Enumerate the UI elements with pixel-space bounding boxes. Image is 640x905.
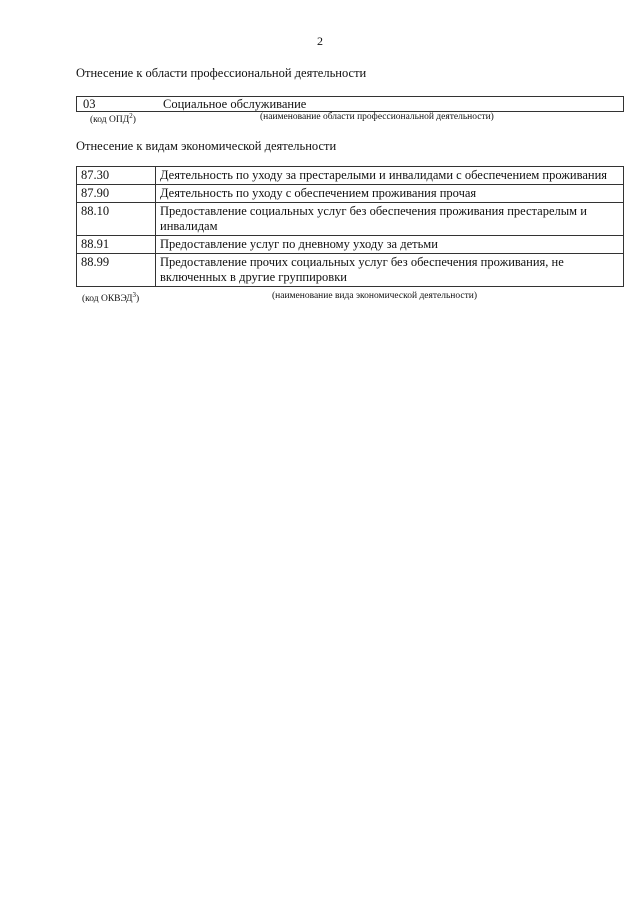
okved-code-caption: (код ОКВЭД$^3$) — [82, 291, 140, 305]
okved-name: Деятельность по уходу с обеспечением проживания прочая — [156, 185, 624, 203]
opd-table — [76, 96, 624, 112]
table-row — [77, 236, 624, 254]
page-number: 2 — [317, 34, 323, 48]
table-row — [77, 254, 624, 287]
opd-code-caption: (код ОПД$^2$) — [90, 112, 136, 126]
table-row — [77, 185, 624, 203]
table-row — [77, 167, 624, 185]
table-row — [77, 97, 624, 112]
okved-name: Предоставление социальных услуг без обеспечения проживания престарелым и инвалидам — [156, 203, 624, 236]
okved-name-caption: (наименование вида экономической деятельности) — [272, 291, 477, 301]
opd-code: 03 — [77, 97, 158, 112]
okved-name: Деятельность по уходу за престарелыми и инвалидами с обеспечением проживания — [156, 167, 624, 185]
okved-code: 88.10 — [77, 203, 156, 236]
okved-code: 87.30 — [77, 167, 156, 185]
table-row — [77, 203, 624, 236]
okved-code: 87.90 — [77, 185, 156, 203]
okved-heading: Отнесение к видам экономической деятельности — [76, 139, 337, 153]
opd-name-caption: (наименование области профессиональной деятельности) — [260, 112, 494, 122]
opd-name: Социальное обслуживание — [157, 97, 624, 112]
opd-heading: Отнесение к области профессиональной деятельности — [76, 66, 367, 80]
okved-code: 88.99 — [77, 254, 156, 287]
okved-table — [76, 166, 624, 287]
okved-code: 88.91 — [77, 236, 156, 254]
okved-name: Предоставление услуг по дневному уходу за детьми — [156, 236, 624, 254]
okved-name: Предоставление прочих социальных услуг без обеспечения проживания, не включенных в другие группировки — [156, 254, 624, 287]
